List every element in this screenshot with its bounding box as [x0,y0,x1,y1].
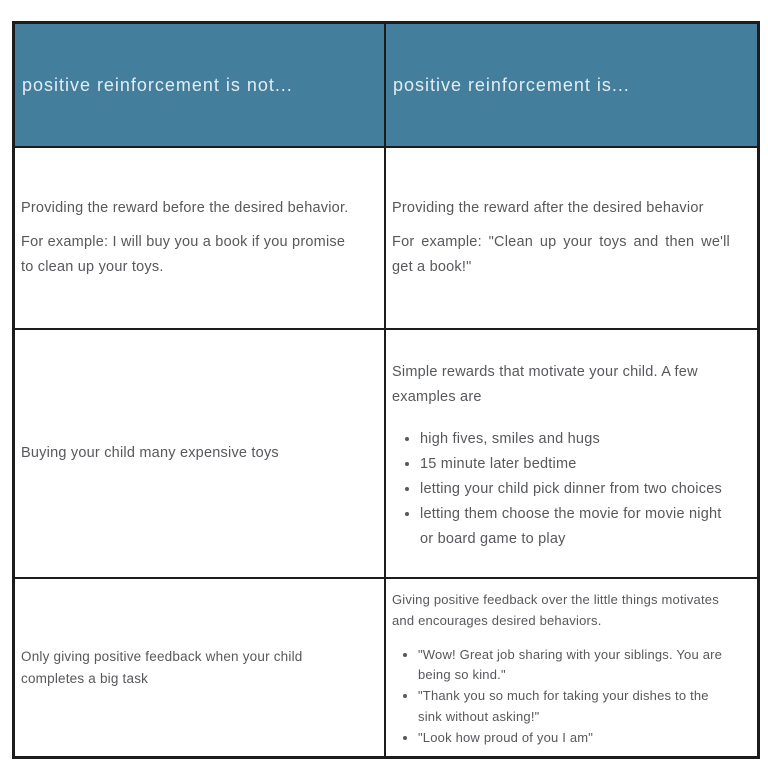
cell-row2-left [15,330,386,579]
paragraph-reward-after: Providing the reward after the desired behavior [392,200,704,217]
comparison-table [12,21,760,759]
cell-row1-left [15,148,386,330]
list-item: • high fives, smiles and hugs [420,427,732,452]
list-item: • "Wow! Great job sharing with your siblings. You are being so kind." [418,645,730,687]
column-title-is: positive reinforcement is... [393,74,630,95]
paragraph-little-things: Giving positive feedback over the little things motivates and encourages desired behaviors. [392,592,719,628]
paragraph-example-after: For example: "Clean up your toys and then we'll get a book!" [392,234,730,275]
cell-row3-right [386,579,757,756]
cell-row2-right [386,330,757,579]
header-cell-is-not [15,24,386,148]
paragraph-reward-before: Providing the reward before the desired behavior. [21,200,349,217]
list-item: • "Thank you so much for taking your dishes to the sink without asking!" [418,686,730,728]
cell-row1-right [386,148,757,330]
header-cell-is [386,24,757,148]
paragraph-simple-rewards: Simple rewards that motivate your child. A few examples are [392,363,698,405]
cell-row3-left [15,579,386,756]
simple-rewards-list [392,427,732,552]
paragraph-example-before: For example: I will buy you a book if you promise to clean up your toys. [21,234,346,275]
paragraph-expensive-toys: Buying your child many expensive toys [21,445,279,462]
column-title-is-not: positive reinforcement is not... [22,74,293,95]
list-item: • letting them choose the movie for movie night or board game to play [420,502,732,552]
paragraph-big-task: Only giving positive feedback when your child completes a big task [21,648,303,686]
list-item: • 15 minute later bedtime [420,452,732,477]
list-item: • letting your child pick dinner from two choices [420,477,732,502]
feedback-examples-list [392,645,730,749]
list-item: • "Look how proud of you I am" [418,728,730,749]
